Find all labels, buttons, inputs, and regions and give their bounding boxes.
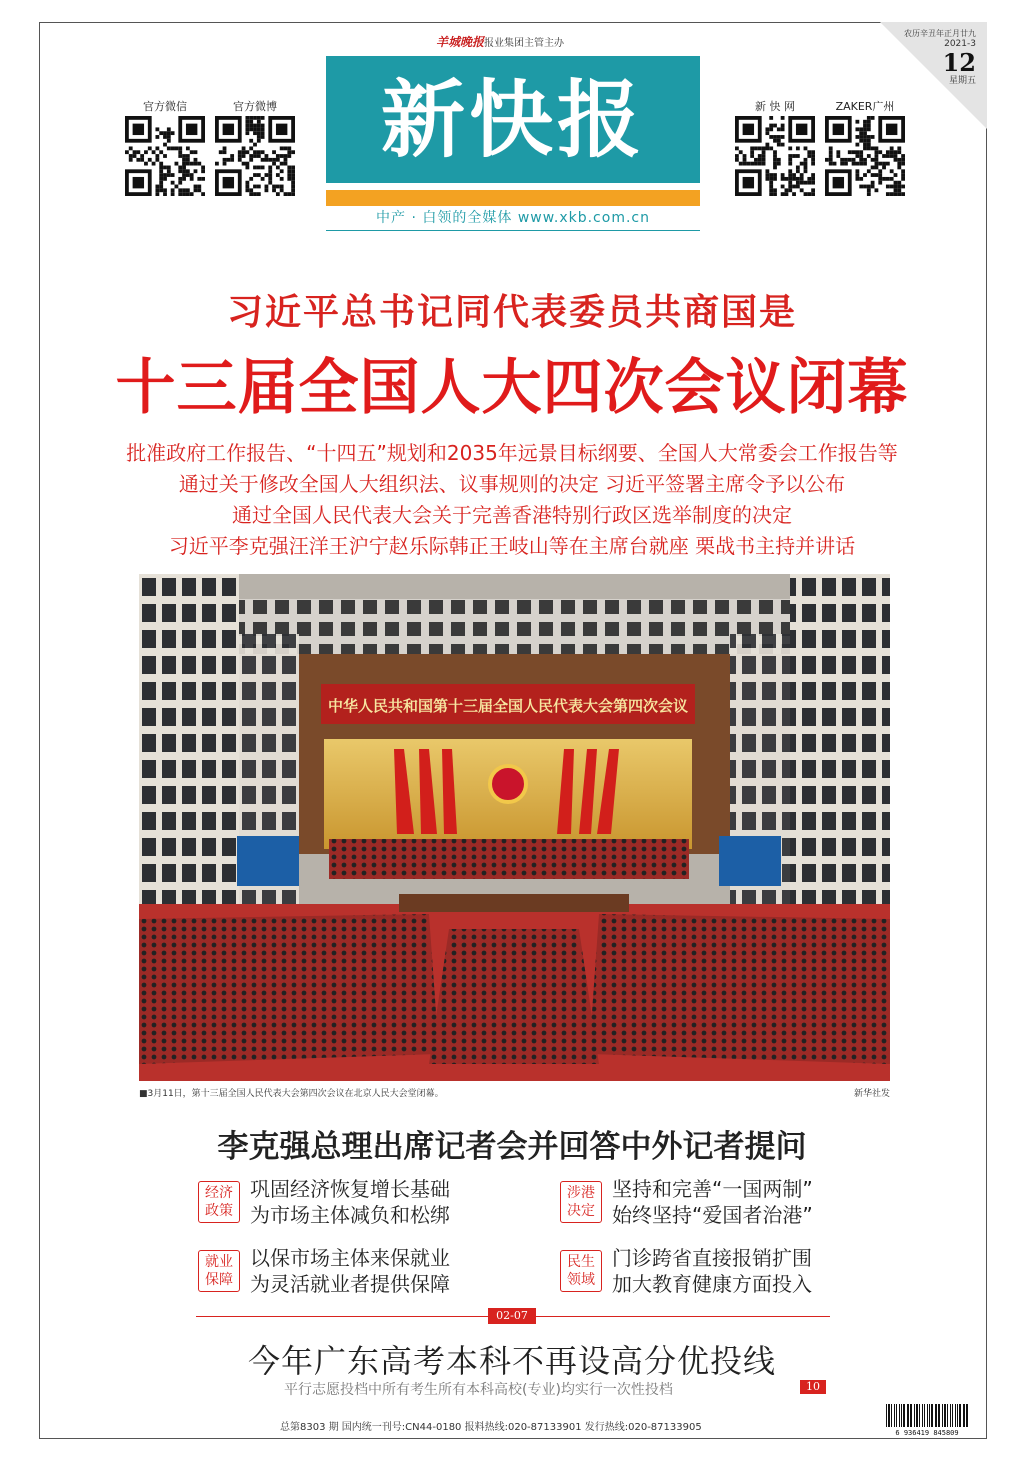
qr-code-icon xyxy=(215,116,295,196)
point-tag: 就业 保障 xyxy=(198,1250,240,1292)
point-text: 以保市场主体来保就业 为灵活就业者提供保障 xyxy=(250,1246,450,1296)
lunar-date: 农历辛丑年正月廿九 xyxy=(904,29,976,38)
issue-date xyxy=(892,28,976,87)
point-item xyxy=(198,1245,450,1297)
bottom-headline[interactable]: 今年广东高考本科不再设高分优投线 xyxy=(247,1342,776,1380)
page-reference[interactable]: 02-07 xyxy=(488,1308,536,1324)
qr-label: ZAKER广州 xyxy=(835,100,895,113)
point-item xyxy=(560,1245,812,1297)
lead-subhead: 通过全国人民代表大会关于完善香港特别行政区选举制度的决定 xyxy=(232,503,792,527)
qr-zaker[interactable] xyxy=(824,98,906,200)
qr-group-right xyxy=(734,98,906,200)
bottom-page-reference[interactable]: 10 xyxy=(800,1380,826,1394)
bottom-subline: 平行志愿投档中所有考生所有本科高校(专业)均实行一次性投档 xyxy=(284,1382,673,1398)
lead-photo[interactable] xyxy=(139,574,890,1081)
weekday: 星期五 xyxy=(948,76,976,86)
qr-wechat[interactable] xyxy=(124,98,206,200)
publisher-line xyxy=(436,33,564,50)
qr-label: 新 快 网 xyxy=(755,100,795,113)
publisher-text: 报业集团主管主办 xyxy=(484,38,565,49)
point-text: 坚持和完善“一国两制” 始终坚持“爱国者治港” xyxy=(612,1177,813,1227)
photo-caption-row xyxy=(139,1086,890,1099)
qr-label: 官方微博 xyxy=(233,100,277,113)
point-item xyxy=(560,1176,813,1228)
point-item xyxy=(198,1176,450,1228)
qr-code-icon xyxy=(735,116,815,196)
barcode-icon xyxy=(884,1404,970,1436)
publisher-logo: 羊城晚报 xyxy=(436,35,485,49)
masthead xyxy=(326,56,700,206)
qr-group-left xyxy=(124,98,296,200)
photo-credit: 新华社发 xyxy=(853,1089,890,1099)
point-text: 门诊跨省直接报销扩围 加大教育健康方面投入 xyxy=(612,1246,812,1296)
footer-info: 总第8303 期 国内统一刊号:CN44-0180 报料热线:020-87133901 发行热线:020-87133905 xyxy=(280,1422,702,1433)
lead-headline[interactable]: 十三届全国人大四次会议闭幕 xyxy=(115,353,909,423)
masthead-title: 新快报 xyxy=(380,70,645,169)
lead-subhead: 通过关于修改全国人大组织法、议事规则的决定 习近平签署主席令予以公布 xyxy=(178,472,846,496)
masthead-tagline: 中产 · 白领的全媒体 www.xkb.com.cn xyxy=(326,206,700,231)
point-tag: 经济 政策 xyxy=(198,1181,240,1223)
year-month: 2021-3 xyxy=(944,39,976,49)
point-text: 巩固经济恢复增长基础 为市场主体减负和松绑 xyxy=(250,1177,450,1227)
point-tag: 涉港 决定 xyxy=(560,1181,602,1223)
lead-subhead: 批准政府工作报告、“十四五”规划和2035年远景目标纲要、全国人大常委会工作报告等 xyxy=(126,441,898,465)
barcode-number: 6 936419 845809 xyxy=(895,1429,959,1436)
photo-banner-text: 中华人民共和国第十三届全国人民代表大会第四次会议 xyxy=(327,697,689,715)
qr-xkb[interactable] xyxy=(734,98,816,200)
photo-caption: ■3月11日，第十三届全国人民代表大会第四次会议在北京人民大会堂闭幕。 xyxy=(139,1089,444,1099)
qr-label: 官方微信 xyxy=(143,100,187,113)
lead-kicker: 习近平总书记同代表委员共商国是 xyxy=(226,291,797,333)
lead-subhead: 习近平李克强汪洋王沪宁赵乐际韩正王岐山等在主席台就座 栗战书主持并讲话 xyxy=(168,534,856,558)
qr-code-icon xyxy=(825,116,905,196)
point-tag: 民生 领域 xyxy=(560,1250,602,1292)
qr-code-icon xyxy=(125,116,205,196)
second-headline[interactable]: 李克强总理出席记者会并回答中外记者提问 xyxy=(217,1129,807,1165)
day-number: 12 xyxy=(942,48,976,77)
qr-weibo[interactable] xyxy=(214,98,296,200)
